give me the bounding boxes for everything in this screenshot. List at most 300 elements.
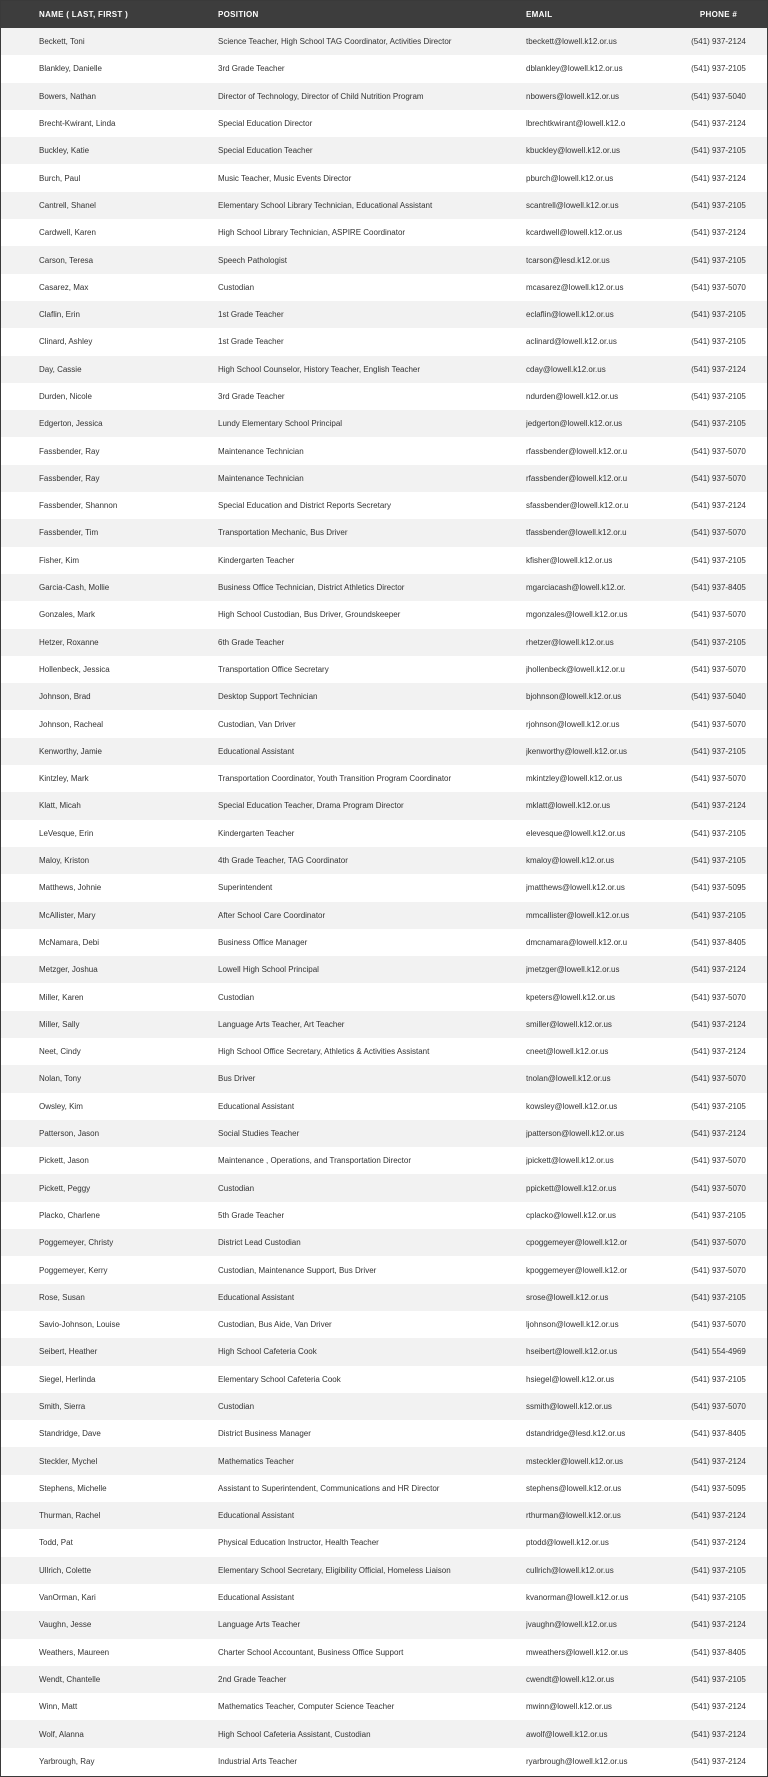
table-row	[1, 1202, 767, 1229]
cell-name: Pickett, Peggy	[39, 1183, 91, 1193]
cell-email[interactable]: jmetzger@lowell.k12.or.us	[526, 965, 620, 975]
cell-phone[interactable]: (541) 937-5040	[691, 91, 746, 101]
cell-email[interactable]: mgonzales@lowell.k12.or.us	[526, 610, 628, 620]
cell-email[interactable]: elevesque@lowell.k12.or.us	[526, 828, 626, 838]
cell-name: Rose, Susan	[39, 1292, 85, 1302]
cell-name: Matthews, Johnie	[39, 883, 102, 893]
cell-phone[interactable]: (541) 937-8405	[691, 937, 746, 947]
cell-name: Buckley, Katie	[39, 146, 90, 156]
cell-position: High School Counselor, History Teacher, English Teacher	[218, 364, 421, 374]
table-row	[1, 1229, 767, 1256]
cell-name: Gonzales, Mark	[39, 610, 96, 620]
cell-email[interactable]: jkenworthy@lowell.k12.or.us	[526, 746, 628, 756]
cell-phone[interactable]: (541) 937-5070	[691, 528, 746, 538]
cell-phone[interactable]: (541) 937-2105	[691, 310, 746, 320]
cell-phone[interactable]: (541) 937-2105	[691, 856, 746, 866]
cell-name: Durden, Nicole	[39, 392, 92, 401]
cell-phone[interactable]: (541) 937-5070	[691, 992, 746, 1002]
cell-name: Hetzer, Roxanne	[39, 637, 99, 647]
cell-email[interactable]: mmcallister@lowell.k12.or.us	[526, 910, 630, 920]
cell-phone[interactable]: (541) 937-2124	[691, 1702, 746, 1712]
cell-name: Patterson, Jason	[39, 1129, 100, 1139]
cell-phone[interactable]: (541) 937-2105	[691, 64, 746, 74]
cell-phone[interactable]: (541) 937-5070	[691, 446, 746, 456]
table-row	[1, 110, 767, 137]
table-row	[1, 574, 767, 601]
cell-phone[interactable]: (541) 937-2124	[691, 364, 746, 374]
cell-phone[interactable]: (541) 937-2124	[691, 501, 746, 511]
cell-name: Smith, Sierra	[39, 1401, 86, 1411]
cell-phone[interactable]: (541) 937-2105	[691, 1292, 746, 1302]
cell-phone[interactable]: (541) 937-5070	[691, 1074, 746, 1084]
cell-position: 3rd Grade Teacher	[218, 392, 285, 401]
cell-phone[interactable]: (541) 937-2105	[691, 1593, 746, 1603]
cell-email[interactable]: tfassbender@lowell.k12.or.u	[526, 528, 627, 538]
cell-email[interactable]: cullrich@lowell.k12.or.us	[526, 1565, 614, 1575]
cell-phone[interactable]: (541) 937-2105	[691, 828, 746, 838]
cell-email[interactable]: cwendt@lowell.k12.or.us	[526, 1674, 615, 1684]
cell-phone[interactable]: (541) 937-2105	[691, 1101, 746, 1111]
table-row	[1, 1666, 767, 1693]
cell-email[interactable]: jhollenbeck@lowell.k12.or.u	[526, 664, 625, 674]
cell-position: Language Arts Teacher	[218, 1620, 301, 1630]
cell-phone[interactable]: (541) 937-2105	[691, 555, 746, 565]
cell-phone[interactable]: (541) 937-5040	[691, 692, 746, 702]
cell-email[interactable]: ndurden@lowell.k12.or.us	[526, 392, 619, 401]
table-row	[1, 983, 767, 1010]
cell-email[interactable]: rhetzer@lowell.k12.or.us	[526, 637, 614, 647]
cell-phone[interactable]: (541) 937-5070	[691, 473, 746, 483]
cell-phone[interactable]: (541) 937-2124	[691, 1538, 746, 1548]
cell-name: Poggemeyer, Kerry	[39, 1265, 108, 1275]
table-row	[1, 956, 767, 983]
cell-email[interactable]: scantrell@lowell.k12.or.us	[526, 200, 619, 210]
cell-position: High School Cafeteria Assistant, Custodian	[218, 1729, 371, 1739]
cell-email[interactable]: jvaughn@lowell.k12.or.us	[526, 1620, 617, 1630]
table-row	[1, 465, 767, 492]
cell-email[interactable]: bjohnson@lowell.k12.or.us	[526, 692, 622, 702]
cell-name: Owsley, Kim	[39, 1101, 83, 1111]
cell-position: Elementary School Cafeteria Cook	[218, 1374, 341, 1384]
cell-position: Speech Pathologist	[218, 255, 287, 265]
cell-name: Maloy, Kriston	[39, 856, 90, 866]
table-row	[1, 246, 767, 273]
cell-email[interactable]: ppickett@lowell.k12.or.us	[526, 1183, 617, 1193]
cell-name: Vaughn, Jesse	[39, 1620, 92, 1630]
cell-name: Siegel, Herlinda	[39, 1374, 96, 1384]
table-row	[1, 1011, 767, 1038]
table-row	[1, 1720, 767, 1747]
cell-name: Metzger, Joshua	[39, 965, 98, 975]
cell-email[interactable]: kpeters@lowell.k12.or.us	[526, 992, 616, 1002]
cell-email[interactable]: mcasarez@lowell.k12.or.us	[526, 282, 624, 292]
cell-phone[interactable]: (541) 937-2105	[691, 146, 746, 156]
cell-position: Charter School Accountant, Business Office Support	[218, 1647, 404, 1657]
cell-name: Johnson, Brad	[39, 692, 91, 702]
cell-position: Kindergarten Teacher	[218, 828, 295, 838]
table-row	[1, 1611, 767, 1638]
table-row	[1, 1366, 767, 1393]
table-row	[1, 820, 767, 847]
cell-email[interactable]: mweathers@lowell.k12.or.us	[526, 1647, 628, 1657]
cell-position: Custodian, Bus Aide, Van Driver	[218, 1320, 332, 1330]
cell-position: Industrial Arts Teacher	[218, 1756, 298, 1766]
table-row	[1, 1284, 767, 1311]
cell-position: Science Teacher, High School TAG Coordinator, Activities Director	[218, 37, 452, 47]
cell-name: Casarez, Max	[39, 282, 89, 292]
table-row	[1, 55, 767, 82]
table-row	[1, 929, 767, 956]
cell-position: Special Education Teacher, Drama Program Director	[218, 801, 404, 811]
cell-phone[interactable]: (541) 937-5070	[691, 1320, 746, 1330]
cell-position: Language Arts Teacher, Art Teacher	[218, 1019, 345, 1029]
table-row	[1, 1147, 767, 1174]
cell-phone[interactable]: (541) 937-8405	[691, 1429, 746, 1439]
cell-position: Maintenance Technician	[218, 473, 304, 483]
table-row	[1, 601, 767, 628]
cell-phone[interactable]: (541) 937-2124	[691, 1019, 746, 1029]
table-row	[1, 83, 767, 110]
table-row	[1, 301, 767, 328]
cell-email[interactable]: hseibert@lowell.k12.or.us	[526, 1347, 618, 1357]
table-row	[1, 192, 767, 219]
cell-name: Kenworthy, Jamie	[39, 746, 102, 756]
cell-position: Educational Assistant	[218, 1101, 295, 1111]
table-row	[1, 137, 767, 164]
table-row	[1, 874, 767, 901]
cell-name: Hollenbeck, Jessica	[39, 664, 110, 674]
cell-email[interactable]: ryarbrough@lowell.k12.or.us	[526, 1756, 628, 1766]
cell-email[interactable]: msteckler@lowell.k12.or.us	[526, 1456, 624, 1466]
cell-phone[interactable]: (541) 937-2124	[691, 119, 746, 129]
cell-position: Desktop Support Technician	[218, 692, 318, 702]
cell-email[interactable]: dblankley@lowell.k12.or.us	[526, 64, 623, 74]
cell-position: Transportation Mechanic, Bus Driver	[218, 528, 348, 538]
cell-position: Lowell High School Principal	[218, 965, 319, 975]
cell-email[interactable]: sfassbender@lowell.k12.or.u	[526, 501, 629, 511]
cell-name: Bowers, Nathan	[39, 91, 96, 101]
table-row	[1, 765, 767, 792]
cell-phone[interactable]: (541) 937-2124	[691, 228, 746, 238]
cell-name: Day, Cassie	[39, 364, 82, 374]
cell-position: Mathematics Teacher, Computer Science Teacher	[218, 1702, 395, 1712]
cell-email[interactable]: awolf@lowell.k12.or.us	[526, 1729, 608, 1739]
cell-name: Wendt, Chantelle	[39, 1674, 101, 1684]
cell-name: Placko, Charlene	[39, 1210, 100, 1220]
cell-phone[interactable]: (541) 937-2124	[691, 1620, 746, 1630]
cell-phone[interactable]: (541) 937-2105	[691, 746, 746, 756]
table-row	[1, 902, 767, 929]
cell-email[interactable]: jedgerton@lowell.k12.or.us	[526, 419, 623, 429]
cell-position: High School Library Technician, ASPIRE Coordinator	[218, 228, 406, 238]
cell-email[interactable]: mwinn@lowell.k12.or.us	[526, 1702, 612, 1712]
cell-name: Fassbender, Shannon	[39, 501, 118, 511]
cell-email[interactable]: mgarciacash@lowell.k12.or.	[526, 583, 626, 593]
cell-phone[interactable]: (541) 937-2105	[691, 910, 746, 920]
cell-name: Fisher, Kim	[39, 555, 80, 565]
cell-email[interactable]: kpoggemeyer@lowell.k12.or	[526, 1265, 628, 1275]
table-row	[1, 1475, 767, 1502]
cell-name: Burch, Paul	[39, 173, 81, 183]
cell-position: 1st Grade Teacher	[218, 337, 284, 347]
cell-email[interactable]: rthurman@lowell.k12.or.us	[526, 1511, 621, 1521]
cell-position: Business Office Manager	[218, 937, 308, 947]
cell-phone[interactable]: (541) 937-5070	[691, 1183, 746, 1193]
cell-position: High School Office Secretary, Athletics & Activities Assistant	[218, 1047, 430, 1057]
cell-email[interactable]: pburch@lowell.k12.or.us	[526, 173, 614, 183]
cell-phone[interactable]: (541) 937-2105	[691, 1374, 746, 1384]
cell-name: Fassbender, Tim	[39, 528, 99, 538]
cell-name: Stephens, Michelle	[39, 1483, 107, 1493]
cell-email[interactable]: mkintzley@lowell.k12.or.us	[526, 774, 623, 784]
table-row	[1, 847, 767, 874]
table-row	[1, 738, 767, 765]
cell-email[interactable]: jmatthews@lowell.k12.or.us	[526, 883, 625, 893]
cell-position: Transportation Coordinator, Youth Transition Program Coordinator	[218, 774, 452, 784]
column-header-email[interactable]: EMAIL	[526, 10, 553, 19]
cell-email[interactable]: srose@lowell.k12.or.us	[526, 1292, 609, 1302]
cell-email[interactable]: rfassbender@lowell.k12.or.u	[526, 473, 628, 483]
cell-email[interactable]: kcardwell@lowell.k12.or.us	[526, 228, 623, 238]
cell-email[interactable]: cpoggemeyer@lowell.k12.or	[526, 1238, 628, 1248]
cell-email[interactable]: smiller@lowell.k12.or.us	[526, 1019, 612, 1029]
table-row	[1, 492, 767, 519]
cell-name: Ullrich, Colette	[39, 1565, 92, 1575]
cell-name: Pickett, Jason	[39, 1156, 89, 1166]
cell-name: Fassbender, Ray	[39, 446, 100, 456]
cell-position: Custodian	[218, 1183, 255, 1193]
table-row	[1, 328, 767, 355]
cell-position: Custodian	[218, 992, 255, 1002]
cell-name: McNamara, Debi	[39, 937, 100, 947]
cell-name: Poggemeyer, Christy	[39, 1238, 114, 1248]
cell-name: Thurman, Rachel	[39, 1511, 101, 1521]
cell-position: Lundy Elementary School Principal	[218, 419, 343, 429]
cell-email[interactable]: kowsley@lowell.k12.or.us	[526, 1101, 618, 1111]
cell-position: District Business Manager	[218, 1429, 311, 1439]
cell-phone[interactable]: (541) 937-2124	[691, 1456, 746, 1466]
table-row	[1, 1393, 767, 1420]
cell-position: 6th Grade Teacher	[218, 637, 285, 647]
cell-name: Edgerton, Jessica	[39, 419, 103, 429]
cell-position: Bus Driver	[218, 1074, 256, 1084]
table-row	[1, 356, 767, 383]
cell-name: Standridge, Dave	[39, 1429, 101, 1439]
table-row	[1, 1120, 767, 1147]
cell-position: Elementary School Secretary, Eligibility Official, Homeless Liaison	[218, 1565, 451, 1575]
table-row	[1, 1584, 767, 1611]
cell-phone[interactable]: (541) 937-5070	[691, 1401, 746, 1411]
cell-phone[interactable]: (541) 937-2105	[691, 1674, 746, 1684]
cell-phone[interactable]: (541) 554-4969	[691, 1347, 746, 1357]
cell-phone[interactable]: (541) 937-8405	[691, 1647, 746, 1657]
cell-name: Steckler, Mychel	[39, 1456, 98, 1466]
cell-position: Music Teacher, Music Events Director	[218, 173, 352, 183]
column-header-phone[interactable]: PHONE #	[699, 10, 738, 19]
cell-phone[interactable]: (541) 937-2124	[691, 965, 746, 975]
cell-phone[interactable]: (541) 937-2105	[691, 1565, 746, 1575]
cell-position: Business Office Technician, District Athletics Director	[218, 583, 405, 593]
cell-name: VanOrman, Kari	[39, 1593, 96, 1603]
cell-email[interactable]: ljohnson@lowell.k12.or.us	[526, 1320, 619, 1330]
cell-position: Kindergarten Teacher	[218, 555, 295, 565]
cell-email[interactable]: cneet@lowell.k12.or.us	[526, 1047, 609, 1057]
cell-name: Beckett, Toni	[39, 37, 85, 47]
cell-email[interactable]: kmaloy@lowell.k12.or.us	[526, 856, 615, 866]
cell-position: Custodian	[218, 1401, 255, 1411]
table-row	[1, 410, 767, 437]
cell-name: Garcia-Cash, Mollie	[39, 583, 110, 593]
cell-email[interactable]: eclaflin@lowell.k12.or.us	[526, 310, 614, 320]
table-row	[1, 656, 767, 683]
cell-phone[interactable]: (541) 937-5070	[691, 1265, 746, 1275]
cell-name: Yarbrough, Ray	[39, 1756, 95, 1766]
cell-email[interactable]: tbeckett@lowell.k12.or.us	[526, 37, 617, 47]
cell-position: Director of Technology, Director of Child Nutrition Program	[218, 91, 424, 101]
cell-phone[interactable]: (541) 937-5070	[691, 1238, 746, 1248]
cell-email[interactable]: ssmith@lowell.k12.or.us	[526, 1401, 612, 1411]
cell-position: Custodian, Van Driver	[218, 719, 296, 729]
cell-phone[interactable]: (541) 937-8405	[691, 583, 746, 593]
table-row	[1, 1447, 767, 1474]
cell-position: 5th Grade Teacher	[218, 1210, 285, 1220]
cell-name: Carson, Teresa	[39, 255, 94, 265]
cell-position: Special Education Director	[218, 119, 313, 129]
cell-phone[interactable]: (541) 937-2124	[691, 1047, 746, 1057]
cell-phone[interactable]: (541) 937-2124	[691, 1129, 746, 1139]
table-row	[1, 437, 767, 464]
cell-name: Klatt, Micah	[39, 801, 81, 811]
cell-position: Transportation Office Secretary	[218, 664, 329, 674]
cell-position: Custodian	[218, 282, 255, 292]
cell-phone[interactable]: (541) 937-2124	[691, 1511, 746, 1521]
cell-name: Clinard, Ashley	[39, 337, 93, 347]
cell-email[interactable]: stephens@lowell.k12.or.us	[526, 1483, 622, 1493]
table-row	[1, 1420, 767, 1447]
table-row	[1, 164, 767, 191]
cell-phone[interactable]: (541) 937-5070	[691, 282, 746, 292]
table-row	[1, 1311, 767, 1338]
cell-phone[interactable]: (541) 937-2105	[691, 255, 746, 265]
cell-name: LeVesque, Erin	[39, 828, 94, 838]
table-row	[1, 1093, 767, 1120]
table-row	[1, 1256, 767, 1283]
cell-email[interactable]: cday@lowell.k12.or.us	[526, 364, 606, 374]
cell-name: Wolf, Alanna	[39, 1729, 84, 1739]
cell-phone[interactable]: (541) 937-5070	[691, 1156, 746, 1166]
cell-email[interactable]: aclinard@lowell.k12.or.us	[526, 337, 617, 347]
cell-email[interactable]: lbrechtkwirant@lowell.k12.o	[526, 119, 626, 129]
cell-email[interactable]: ptodd@lowell.k12.or.us	[526, 1538, 609, 1548]
cell-phone[interactable]: (541) 937-5070	[691, 610, 746, 620]
cell-email[interactable]: tnolan@lowell.k12.or.us	[526, 1074, 611, 1084]
cell-phone[interactable]: (541) 937-2124	[691, 801, 746, 811]
table-row	[1, 1338, 767, 1365]
cell-position: Superintendent	[218, 883, 273, 893]
cell-name: Seibert, Heather	[39, 1347, 98, 1357]
cell-name: Blankley, Danielle	[39, 64, 102, 74]
cell-position: 1st Grade Teacher	[218, 310, 284, 320]
cell-phone[interactable]: (541) 937-2105	[691, 1210, 746, 1220]
cell-phone[interactable]: (541) 937-5070	[691, 719, 746, 729]
cell-email[interactable]: tcarson@lesd.k12.or.us	[526, 255, 610, 265]
table-row	[1, 683, 767, 710]
cell-name: Miller, Karen	[39, 992, 84, 1002]
cell-phone[interactable]: (541) 937-2105	[691, 200, 746, 210]
cell-phone[interactable]: (541) 937-2124	[691, 1729, 746, 1739]
table-row	[1, 1502, 767, 1529]
column-header-position[interactable]: POSITION	[218, 10, 259, 19]
cell-phone[interactable]: (541) 937-5070	[691, 774, 746, 784]
cell-phone[interactable]: (541) 937-5095	[691, 883, 746, 893]
cell-phone[interactable]: (541) 937-2124	[691, 173, 746, 183]
cell-email[interactable]: rjohnson@lowell.k12.or.us	[526, 719, 620, 729]
cell-name: Todd, Pat	[39, 1538, 73, 1548]
cell-email[interactable]: nbowers@lowell.k12.or.us	[526, 91, 620, 101]
table-body	[1, 28, 767, 1775]
cell-position: Maintenance Technician	[218, 446, 304, 456]
cell-phone[interactable]: (541) 937-2105	[691, 392, 746, 401]
table-row	[1, 1748, 767, 1775]
cell-email[interactable]: jpickett@lowell.k12.or.us	[526, 1156, 614, 1166]
cell-position: High School Custodian, Bus Driver, Groundskeeper	[218, 610, 401, 620]
cell-phone[interactable]: (541) 937-2105	[691, 337, 746, 347]
cell-phone[interactable]: (541) 937-5070	[691, 664, 746, 674]
cell-email[interactable]: rfassbender@lowell.k12.or.u	[526, 446, 628, 456]
cell-name: Savio-Johnson, Louise	[39, 1320, 120, 1330]
column-header-name[interactable]: NAME ( LAST, FIRST )	[39, 10, 129, 19]
cell-position: Educational Assistant	[218, 1593, 295, 1603]
table-row	[1, 219, 767, 246]
cell-position: District Lead Custodian	[218, 1238, 301, 1248]
cell-email[interactable]: cplacko@lowell.k12.or.us	[526, 1210, 616, 1220]
cell-position: After School Care Coordinator	[218, 910, 326, 920]
cell-position: Physical Education Instructor, Health Teacher	[218, 1538, 379, 1548]
table-row	[1, 547, 767, 574]
cell-position: Social Studies Teacher	[218, 1129, 300, 1139]
cell-position: Special Education and District Reports Secretary	[218, 501, 391, 511]
cell-phone[interactable]: (541) 937-2105	[691, 419, 746, 429]
table-row	[1, 1174, 767, 1201]
table-row	[1, 1639, 767, 1666]
cell-position: Educational Assistant	[218, 746, 295, 756]
cell-name: Kintzley, Mark	[39, 774, 89, 784]
cell-email[interactable]: kvanorman@lowell.k12.or.us	[526, 1593, 629, 1603]
cell-position: 4th Grade Teacher, TAG Coordinator	[218, 856, 348, 866]
cell-position: Assistant to Superintendent, Communications and HR Director	[218, 1483, 440, 1493]
cell-phone[interactable]: (541) 937-5095	[691, 1483, 746, 1493]
cell-email[interactable]: dmcnamara@lowell.k12.or.u	[526, 937, 628, 947]
cell-email[interactable]: hsiegel@lowell.k12.or.us	[526, 1374, 615, 1384]
cell-name: Neet, Cindy	[39, 1047, 81, 1057]
cell-email[interactable]: kfisher@lowell.k12.or.us	[526, 555, 613, 565]
table-row	[1, 519, 767, 546]
cell-phone[interactable]: (541) 937-2124	[691, 1756, 746, 1766]
cell-email[interactable]: kbuckley@lowell.k12.or.us	[526, 146, 620, 156]
table-row	[1, 274, 767, 301]
cell-position: 2nd Grade Teacher	[218, 1674, 287, 1684]
cell-name: McAllister, Mary	[39, 910, 96, 920]
cell-position: High School Cafeteria Cook	[218, 1347, 317, 1357]
cell-name: Brecht-Kwirant, Linda	[39, 119, 116, 129]
cell-email[interactable]: mklatt@lowell.k12.or.us	[526, 801, 611, 811]
table-row	[1, 1693, 767, 1720]
cell-name: Miller, Sally	[39, 1019, 80, 1029]
cell-phone[interactable]: (541) 937-2124	[691, 37, 746, 47]
cell-email[interactable]: dstandridge@lesd.k12.or.us	[526, 1429, 626, 1439]
cell-phone[interactable]: (541) 937-2105	[691, 637, 746, 647]
cell-email[interactable]: jpatterson@lowell.k12.or.us	[526, 1129, 624, 1139]
